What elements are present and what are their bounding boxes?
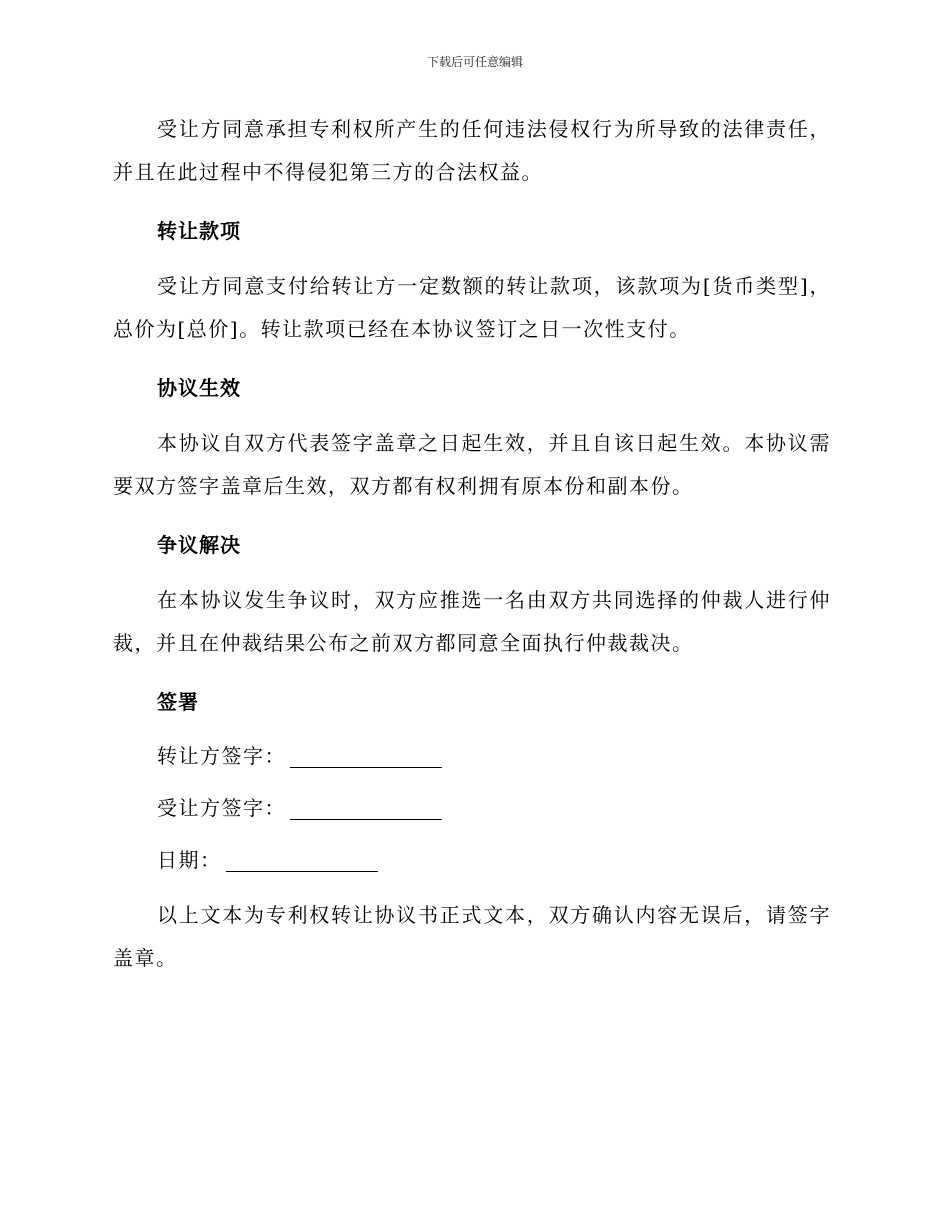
transferor-signature-blank (290, 745, 442, 768)
transferor-signature-label: 转让方签字： (157, 744, 286, 768)
paragraph-effect: 本协议自双方代表签字盖章之日起生效，并且自该日起生效。本协议需要双方签字盖章后生效，双方都有权利拥有原本份和副本份。 (113, 431, 831, 498)
paragraph-liability: 受让方同意承担专利权所产生的任何违法侵权行为所导致的法律责任，并且在此过程中不得侵犯第三方的合法权益。 (113, 117, 831, 184)
transferee-signature-line (157, 788, 831, 828)
date-blank (226, 849, 378, 872)
heading-dispute: 争议解决 (157, 533, 241, 557)
date-label: 日期： (157, 848, 222, 872)
date-line (157, 840, 831, 880)
heading-payment: 转让款项 (157, 219, 241, 243)
heading-effect: 协议生效 (157, 376, 241, 400)
transferee-signature-blank (290, 797, 442, 820)
paragraph-closing: 以上文本为专利权转让协议书正式文本，双方确认内容无误后，请签字盖章。 (113, 903, 831, 970)
heading-signature: 签署 (157, 690, 199, 714)
transferor-signature-line (157, 736, 831, 776)
paragraph-payment: 受让方同意支付给转让方一定数额的转让款项，该款项为[货币类型]，总价为[总价]。转让款项已经在本协议签订之日一次性支付。 (113, 274, 831, 341)
paragraph-dispute: 在本协议发生争议时，双方应推选一名由双方共同选择的仲裁人进行仲裁，并且在仲裁结果公布之前双方都同意全面执行仲裁裁决。 (113, 588, 831, 655)
document-body (113, 108, 831, 997)
page-header: 下载后可任意编辑 (426, 55, 523, 69)
transferee-signature-label: 受让方签字： (157, 796, 286, 820)
